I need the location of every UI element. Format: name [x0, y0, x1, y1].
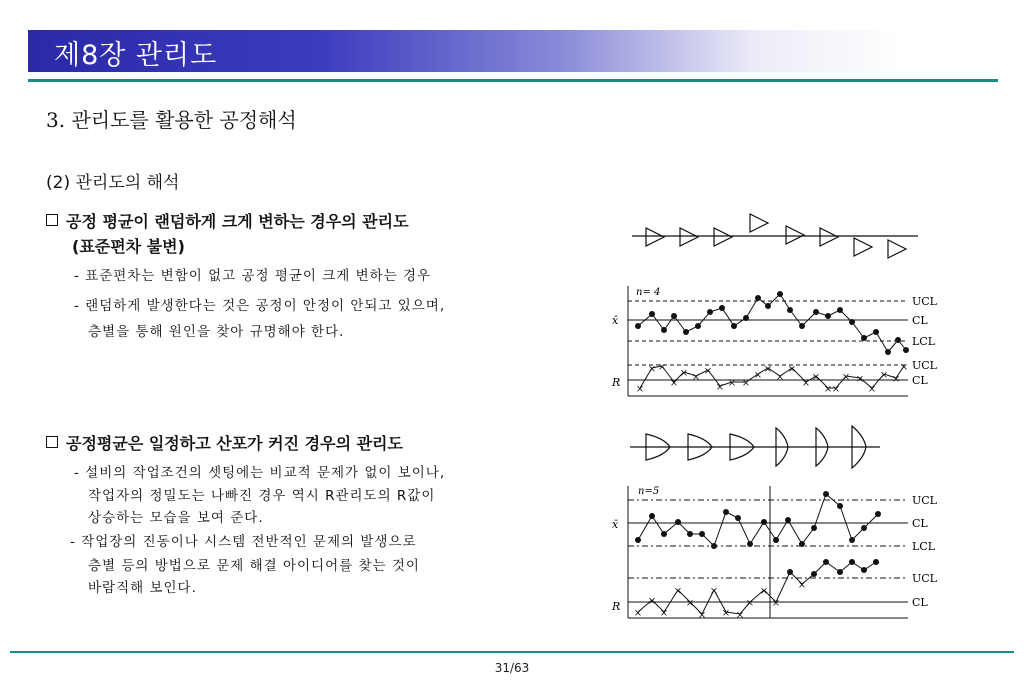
chapter-title: 제8장 관리도: [54, 40, 218, 71]
chart1-lcl-label: LCL: [912, 335, 936, 348]
chart1-xbar-label: x̄: [612, 314, 619, 327]
svg-text:×: ×: [823, 384, 833, 395]
svg-text:×: ×: [697, 610, 707, 621]
svg-text:×: ×: [691, 372, 701, 383]
svg-text:×: ×: [775, 372, 785, 383]
case1-line2: - 랜덤하게 발생한다는 것은 공정이 안정이 안되고 있으며,: [74, 298, 446, 314]
svg-text:×: ×: [891, 374, 901, 385]
case1-line3: 층별을 통해 원인을 찾아 규명해야 한다.: [88, 324, 345, 340]
chart1-cl-label: CL: [912, 314, 928, 327]
chart2-r-ucl-label: UCL: [912, 572, 937, 585]
chart2-xbar-label: x̄: [612, 518, 619, 531]
svg-text:×: ×: [669, 378, 679, 389]
svg-text:×: ×: [741, 378, 751, 389]
svg-text:×: ×: [771, 598, 781, 609]
svg-text:×: ×: [635, 384, 645, 395]
svg-text:×: ×: [735, 610, 745, 621]
svg-text:×: ×: [759, 586, 769, 597]
svg-text:×: ×: [797, 580, 807, 591]
svg-text:×: ×: [753, 370, 763, 381]
svg-text:×: ×: [679, 368, 689, 379]
case2-line3: 상승하는 모습을 보여 준다.: [88, 510, 264, 526]
chart2-cl-label: CL: [912, 517, 928, 530]
svg-text:×: ×: [715, 382, 725, 393]
subsection-title: (2) 관리도의 해석: [46, 173, 180, 193]
footer-rule: [10, 651, 1014, 653]
chart1-r-ucl-label: UCL: [912, 359, 937, 372]
svg-text:×: ×: [659, 608, 669, 619]
svg-text:×: ×: [841, 372, 851, 383]
chart2-r-cl-label: CL: [912, 596, 928, 609]
svg-text:×: ×: [801, 378, 811, 389]
svg-text:×: ×: [709, 586, 719, 597]
svg-text:×: ×: [831, 384, 841, 395]
svg-text:×: ×: [673, 586, 683, 597]
section-title: 3. 관리도를 활용한 공정해석: [46, 108, 297, 132]
svg-text:×: ×: [763, 364, 773, 375]
chart2-n-label: n=5: [638, 486, 660, 497]
svg-text:×: ×: [811, 372, 821, 383]
case1-heading-line1: 공정 평균이 랜덤하게 크게 변하는 경우의 관리도: [66, 212, 409, 231]
chart1-r-label: R: [612, 376, 621, 389]
svg-text:×: ×: [867, 384, 877, 395]
svg-text:×: ×: [855, 374, 865, 385]
case2-line4: - 작업장의 진동이나 시스템 전반적인 문제의 발생으로: [70, 534, 417, 550]
case1-heading-line2: (표준편차 불변): [72, 237, 185, 256]
case2-line5: 층별 등의 방법으로 문제 해결 아이디어를 찾는 것이: [88, 558, 420, 574]
chart1-r-cl-label: CL: [912, 374, 928, 387]
svg-text:×: ×: [879, 370, 889, 381]
svg-text:×: ×: [727, 378, 737, 389]
chart1-ucl-label: UCL: [912, 295, 937, 308]
svg-text:×: ×: [721, 608, 731, 619]
chart2-ucl-label: UCL: [912, 494, 937, 507]
svg-text:×: ×: [787, 364, 797, 375]
svg-text:×: ×: [633, 608, 643, 619]
page-number: 31/63: [494, 661, 530, 675]
chart2-lcl-label: LCL: [912, 540, 936, 553]
case2-line2: 작업자의 정밀도는 나빠진 경우 역시 R관리도의 R값이: [88, 488, 436, 504]
svg-text:×: ×: [647, 364, 657, 375]
svg-text:×: ×: [685, 598, 695, 609]
svg-text:×: ×: [647, 596, 657, 607]
svg-text:×: ×: [657, 362, 667, 373]
chart1-n-label: n= 4: [636, 287, 661, 298]
case1-line1: - 표준편차는 변함이 없고 공정 평균이 크게 변하는 경우: [74, 268, 432, 284]
svg-text:×: ×: [703, 366, 713, 377]
case2-line6: 바람직해 보인다.: [88, 580, 197, 596]
chart2-r-label: R: [612, 600, 621, 613]
case2-line1: - 설비의 작업조건의 셋팅에는 비교적 문제가 없이 보이나,: [74, 465, 446, 481]
case2-heading-text: 공정평균은 일정하고 산포가 커진 경우의 관리도: [66, 434, 403, 453]
svg-text:×: ×: [745, 598, 755, 609]
svg-text:×: ×: [899, 362, 909, 373]
